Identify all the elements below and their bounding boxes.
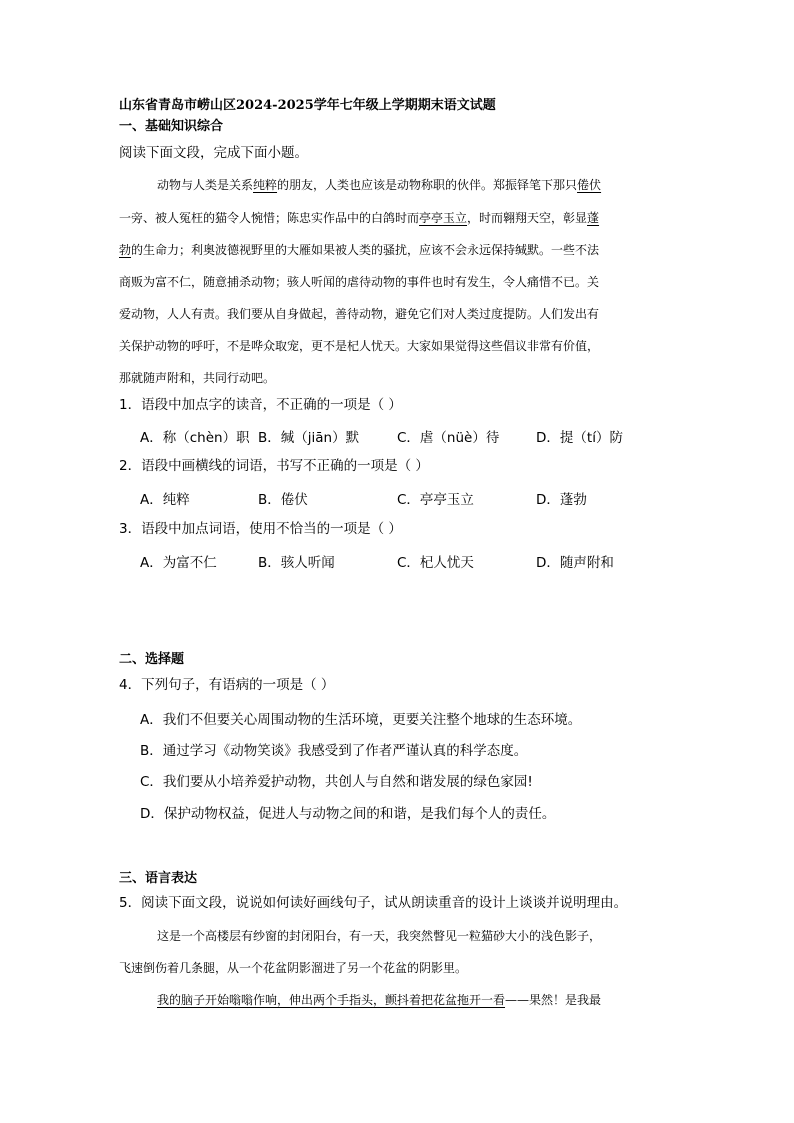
option-d[interactable]: D．提（tí）防	[536, 430, 623, 446]
passage-line-6: 关保护动物的呼吁，不是哗众取宠，更不是杞人忧天。大家如果觉得这些倡议非常有价值，	[119, 339, 600, 353]
question-2-stem: 2．语段中画横线的词语，书写不正确的一项是（ ）	[119, 458, 429, 474]
option-a[interactable]: A．我们不但要关心周围动物的生活环境，更要关注整个地球的生态环境。	[140, 712, 582, 728]
passage-line-2	[119, 209, 679, 226]
passage2-line-3	[119, 991, 717, 1008]
passage-line-4: 商贩为富不仁，随意捕杀动物；骇人听闻的虐待动物的事件也时有发生，令人痛惜不已。关	[119, 275, 600, 289]
section3-heading: 三、语言表达	[119, 871, 198, 886]
option-b[interactable]: B．倦伏	[258, 492, 308, 508]
passage-text: 一旁、被人冤枉的猫令人惋惜；陈忠实作品中的白鸽时而	[119, 211, 420, 225]
passage-line-3	[119, 241, 679, 258]
option-b[interactable]: B．通过学习《动物笑谈》我感受到了作者严谨认真的科学态度。	[140, 743, 528, 759]
question-3-stem: 3．语段中加点词语，使用不恰当的一项是（ ）	[119, 521, 402, 537]
passage2-line-1: 这是一个高楼层有纱窗的封闭阳台，有一天，我突然瞥见一粒猫砂大小的浅色影子，	[157, 929, 602, 943]
option-c[interactable]: C．虐（nüè）待	[397, 430, 500, 446]
question-4-stem: 4．下列句子，有语病的一项是（ ）	[119, 677, 335, 693]
option-c[interactable]: C．亭亭玉立	[397, 492, 474, 508]
option-d[interactable]: D．蓬勃	[536, 492, 587, 508]
question-5-stem: 5．阅读下面文段，说说如何读好画线句子，试从朗读重音的设计上谈谈并说明理由。	[119, 895, 628, 911]
option-a[interactable]: A．纯粹	[140, 492, 190, 508]
section2-heading: 二、选择题	[119, 652, 185, 667]
passage2-line-2: 飞速倒伤着几条腿，从一个花盆阴影溜进了另一个花盆的阴影里。	[119, 961, 468, 975]
passage-text: ，时而翱翔天空，彰显	[467, 211, 588, 225]
option-c[interactable]: C．杞人忧天	[397, 555, 474, 571]
option-d[interactable]: D．保护动物权益，促进人与动物之间的和谐，是我们每个人的责任。	[140, 806, 556, 822]
passage-text: ——果然！是我最	[505, 993, 602, 1007]
passage-text: 动物与人类是关系	[157, 178, 254, 192]
passage-line-1	[119, 176, 717, 193]
underlined-word: 蓬	[587, 211, 600, 225]
section1-heading: 一、基础知识综合	[119, 119, 224, 134]
exam-title: 山东省青岛市崂山区2024-2025学年七年级上学期期末语文试题	[119, 98, 496, 113]
underlined-sentence: 我的脑子开始嗡嗡作响，伸出两个手指头，颤抖着把花盆拖开一看	[157, 993, 506, 1007]
option-a[interactable]: A．为富不仁	[140, 555, 217, 571]
section1-instruction: 阅读下面文段，完成下面小题。	[119, 145, 308, 161]
passage-text: 的朋友，人类也应该是动物称职的伙伴。郑振铎笔下那只	[277, 178, 578, 192]
underlined-word: 亭亭玉立	[419, 211, 468, 225]
passage-line-5: 爱动物，人人有责。我们要从自身做起，善待动物，避免它们对人类过度提防。人们发出有	[119, 307, 600, 321]
option-b[interactable]: B．缄（jiān）默	[258, 430, 360, 446]
question-1-stem: 1．语段中加点字的读音，不正确的一项是（ ）	[119, 397, 402, 413]
option-c[interactable]: C．我们要从小培养爱护动物，共创人与自然和谐发展的绿色家园!	[140, 774, 533, 790]
passage-text: 的生命力；利奥波德视野里的大雁如果被人类的骚扰，应该不会永远保持缄默。一些不法	[131, 243, 600, 257]
underlined-word: 纯粹	[253, 178, 278, 192]
underlined-word: 勃	[119, 243, 132, 257]
option-d[interactable]: D．随声附和	[536, 555, 614, 571]
passage-line-7: 那就随声附和，共同行动吧。	[119, 371, 276, 385]
option-a[interactable]: A．称（chèn）职	[140, 430, 250, 446]
option-b[interactable]: B．骇人听闻	[258, 555, 335, 571]
underlined-word: 倦伏	[577, 178, 602, 192]
